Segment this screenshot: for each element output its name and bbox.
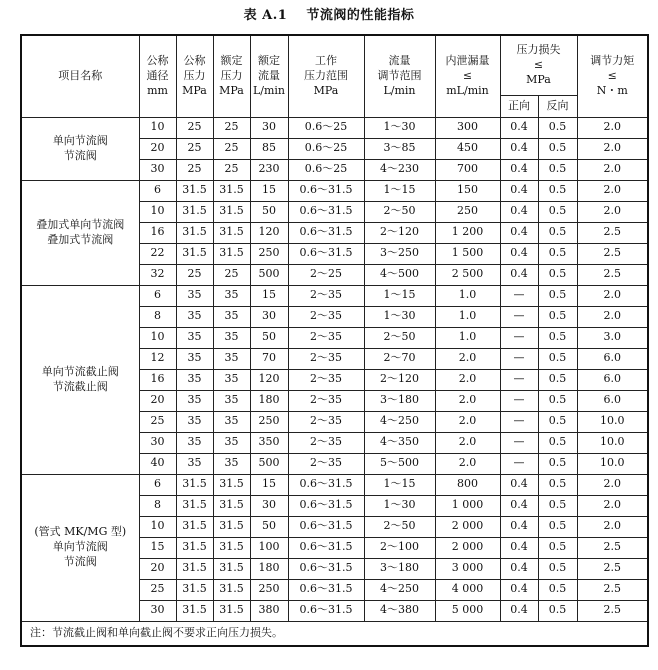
cell-adjust-torque: 6.0 xyxy=(577,390,648,411)
cell-internal-leakage: 250 xyxy=(435,201,500,222)
cell-rated-pressure: 35 xyxy=(213,390,250,411)
cell-rated-flow: 180 xyxy=(250,390,288,411)
cell-adjust-torque: 2.0 xyxy=(577,495,648,516)
cell-internal-leakage: 1 200 xyxy=(435,222,500,243)
cell-working-pressure-range: 2～35 xyxy=(288,432,364,453)
cell-nominal-pressure: 31.5 xyxy=(176,537,213,558)
cell-pressure-loss-forward: 0.4 xyxy=(500,159,538,180)
cell-rated-flow: 15 xyxy=(250,285,288,306)
cell-nominal-diameter: 12 xyxy=(139,348,176,369)
cell-pressure-loss-forward: 0.4 xyxy=(500,222,538,243)
cell-working-pressure-range: 2～35 xyxy=(288,411,364,432)
cell-flow-adjust-range: 3～250 xyxy=(364,243,435,264)
item-name-cell xyxy=(21,474,139,621)
cell-working-pressure-range: 0.6～25 xyxy=(288,159,364,180)
cell-internal-leakage: 2.0 xyxy=(435,411,500,432)
cell-internal-leakage: 2 000 xyxy=(435,537,500,558)
cell-adjust-torque: 2.5 xyxy=(577,600,648,621)
cell-nominal-diameter: 15 xyxy=(139,537,176,558)
cell-adjust-torque: 2.5 xyxy=(577,243,648,264)
cell-working-pressure-range: 0.6～31.5 xyxy=(288,516,364,537)
cell-pressure-loss-reverse: 0.5 xyxy=(538,201,577,222)
cell-internal-leakage: 300 xyxy=(435,117,500,138)
cell-rated-flow: 500 xyxy=(250,264,288,285)
cell-nominal-pressure: 35 xyxy=(176,432,213,453)
cell-nominal-diameter: 10 xyxy=(139,201,176,222)
cell-internal-leakage: 1.0 xyxy=(435,327,500,348)
cell-internal-leakage: 2.0 xyxy=(435,369,500,390)
cell-flow-adjust-range: 2～50 xyxy=(364,201,435,222)
cell-pressure-loss-reverse: 0.5 xyxy=(538,474,577,495)
cell-nominal-diameter: 6 xyxy=(139,180,176,201)
item-name-line: 节流截止阀 xyxy=(52,379,108,393)
cell-rated-flow: 380 xyxy=(250,600,288,621)
cell-flow-adjust-range: 3～85 xyxy=(364,138,435,159)
item-name-cell xyxy=(21,180,139,285)
cell-adjust-torque: 2.0 xyxy=(577,159,648,180)
cell-rated-flow: 250 xyxy=(250,411,288,432)
cell-pressure-loss-reverse: 0.5 xyxy=(538,348,577,369)
cell-flow-adjust-range: 2～70 xyxy=(364,348,435,369)
cell-nominal-diameter: 16 xyxy=(139,369,176,390)
cell-working-pressure-range: 2～35 xyxy=(288,327,364,348)
cell-rated-pressure: 31.5 xyxy=(213,495,250,516)
cell-internal-leakage: 700 xyxy=(435,159,500,180)
cell-nominal-pressure: 31.5 xyxy=(176,201,213,222)
cell-working-pressure-range: 0.6～31.5 xyxy=(288,558,364,579)
cell-pressure-loss-reverse: 0.5 xyxy=(538,243,577,264)
cell-rated-flow: 250 xyxy=(250,579,288,600)
cell-pressure-loss-forward: — xyxy=(500,348,538,369)
cell-adjust-torque: 10.0 xyxy=(577,453,648,474)
cell-pressure-loss-forward: 0.4 xyxy=(500,474,538,495)
cell-rated-pressure: 31.5 xyxy=(213,222,250,243)
cell-rated-flow: 50 xyxy=(250,516,288,537)
cell-rated-flow: 350 xyxy=(250,432,288,453)
item-name-line: 叠加式节流阀 xyxy=(47,232,114,246)
header-internal-leakage: 内泄漏量 ≤ mL/min xyxy=(435,35,500,117)
cell-nominal-pressure: 35 xyxy=(176,411,213,432)
cell-nominal-diameter: 30 xyxy=(139,600,176,621)
cell-pressure-loss-forward: — xyxy=(500,453,538,474)
cell-rated-pressure: 35 xyxy=(213,369,250,390)
cell-nominal-pressure: 35 xyxy=(176,390,213,411)
cell-nominal-pressure: 25 xyxy=(176,159,213,180)
cell-pressure-loss-forward: 0.4 xyxy=(500,537,538,558)
cell-rated-flow: 180 xyxy=(250,558,288,579)
cell-rated-pressure: 25 xyxy=(213,138,250,159)
cell-adjust-torque: 2.5 xyxy=(577,264,648,285)
cell-rated-pressure: 35 xyxy=(213,285,250,306)
cell-rated-flow: 230 xyxy=(250,159,288,180)
cell-nominal-pressure: 31.5 xyxy=(176,579,213,600)
cell-rated-flow: 15 xyxy=(250,474,288,495)
cell-working-pressure-range: 2～25 xyxy=(288,264,364,285)
header-rated-flow: 额定 流量 L/min xyxy=(250,35,288,117)
cell-nominal-diameter: 20 xyxy=(139,138,176,159)
cell-internal-leakage: 3 000 xyxy=(435,558,500,579)
cell-pressure-loss-reverse: 0.5 xyxy=(538,558,577,579)
cell-rated-flow: 85 xyxy=(250,138,288,159)
cell-nominal-diameter: 20 xyxy=(139,390,176,411)
cell-pressure-loss-forward: — xyxy=(500,390,538,411)
cell-pressure-loss-reverse: 0.5 xyxy=(538,516,577,537)
header-pressure-loss-reverse: 反向 xyxy=(538,95,577,117)
cell-flow-adjust-range: 2～120 xyxy=(364,222,435,243)
cell-flow-adjust-range: 3～180 xyxy=(364,390,435,411)
cell-working-pressure-range: 0.6～31.5 xyxy=(288,600,364,621)
cell-flow-adjust-range: 1～30 xyxy=(364,117,435,138)
cell-working-pressure-range: 2～35 xyxy=(288,348,364,369)
cell-pressure-loss-forward: — xyxy=(500,306,538,327)
cell-adjust-torque: 10.0 xyxy=(577,411,648,432)
cell-rated-pressure: 35 xyxy=(213,453,250,474)
cell-nominal-diameter: 30 xyxy=(139,432,176,453)
cell-pressure-loss-reverse: 0.5 xyxy=(538,600,577,621)
cell-rated-pressure: 31.5 xyxy=(213,600,250,621)
cell-internal-leakage: 1 000 xyxy=(435,495,500,516)
cell-pressure-loss-forward: — xyxy=(500,327,538,348)
cell-flow-adjust-range: 1～15 xyxy=(364,285,435,306)
cell-rated-pressure: 35 xyxy=(213,348,250,369)
cell-flow-adjust-range: 5～500 xyxy=(364,453,435,474)
cell-adjust-torque: 2.5 xyxy=(577,579,648,600)
cell-rated-flow: 120 xyxy=(250,222,288,243)
cell-internal-leakage: 4 000 xyxy=(435,579,500,600)
table-caption xyxy=(0,4,658,23)
cell-nominal-pressure: 35 xyxy=(176,306,213,327)
spec-table-body xyxy=(21,117,648,621)
cell-adjust-torque: 2.0 xyxy=(577,474,648,495)
cell-nominal-pressure: 35 xyxy=(176,285,213,306)
cell-rated-flow: 250 xyxy=(250,243,288,264)
cell-pressure-loss-reverse: 0.5 xyxy=(538,138,577,159)
cell-working-pressure-range: 2～35 xyxy=(288,285,364,306)
cell-internal-leakage: 2 500 xyxy=(435,264,500,285)
cell-adjust-torque: 6.0 xyxy=(577,348,648,369)
cell-adjust-torque: 2.5 xyxy=(577,537,648,558)
cell-internal-leakage: 2 000 xyxy=(435,516,500,537)
cell-rated-flow: 30 xyxy=(250,306,288,327)
cell-flow-adjust-range: 2～50 xyxy=(364,516,435,537)
cell-rated-flow: 30 xyxy=(250,495,288,516)
cell-flow-adjust-range: 4～380 xyxy=(364,600,435,621)
cell-adjust-torque: 2.5 xyxy=(577,222,648,243)
cell-internal-leakage: 2.0 xyxy=(435,453,500,474)
cell-nominal-diameter: 22 xyxy=(139,243,176,264)
cell-pressure-loss-forward: — xyxy=(500,432,538,453)
cell-pressure-loss-reverse: 0.5 xyxy=(538,495,577,516)
header-pressure-loss: 压力损失 ≤ MPa xyxy=(500,35,577,95)
cell-pressure-loss-reverse: 0.5 xyxy=(538,390,577,411)
cell-adjust-torque: 2.0 xyxy=(577,516,648,537)
cell-nominal-pressure: 31.5 xyxy=(176,495,213,516)
cell-rated-flow: 30 xyxy=(250,117,288,138)
cell-pressure-loss-reverse: 0.5 xyxy=(538,159,577,180)
cell-nominal-diameter: 8 xyxy=(139,495,176,516)
cell-nominal-diameter: 6 xyxy=(139,474,176,495)
cell-working-pressure-range: 0.6～31.5 xyxy=(288,537,364,558)
cell-working-pressure-range: 0.6～31.5 xyxy=(288,579,364,600)
cell-adjust-torque: 2.0 xyxy=(577,201,648,222)
header-item-name: 项目名称 xyxy=(21,35,139,117)
cell-pressure-loss-reverse: 0.5 xyxy=(538,453,577,474)
cell-pressure-loss-forward: 0.4 xyxy=(500,495,538,516)
table-note: 注：节流截止阀和单向截止阀不要求正向压力损失。 xyxy=(21,621,648,646)
cell-rated-pressure: 25 xyxy=(213,264,250,285)
cell-nominal-pressure: 31.5 xyxy=(176,558,213,579)
cell-pressure-loss-reverse: 0.5 xyxy=(538,432,577,453)
header-working-pressure-range: 工作 压力范围 MPa xyxy=(288,35,364,117)
cell-pressure-loss-forward: — xyxy=(500,411,538,432)
cell-rated-pressure: 31.5 xyxy=(213,243,250,264)
cell-internal-leakage: 5 000 xyxy=(435,600,500,621)
cell-adjust-torque: 2.0 xyxy=(577,180,648,201)
cell-rated-flow: 50 xyxy=(250,201,288,222)
cell-adjust-torque: 2.0 xyxy=(577,117,648,138)
cell-pressure-loss-reverse: 0.5 xyxy=(538,537,577,558)
cell-pressure-loss-forward: 0.4 xyxy=(500,201,538,222)
cell-nominal-diameter: 30 xyxy=(139,159,176,180)
cell-rated-pressure: 31.5 xyxy=(213,516,250,537)
cell-nominal-diameter: 25 xyxy=(139,411,176,432)
cell-adjust-torque: 2.0 xyxy=(577,285,648,306)
cell-nominal-diameter: 25 xyxy=(139,579,176,600)
cell-nominal-pressure: 35 xyxy=(176,327,213,348)
header-nominal-pressure: 公称 压力 MPa xyxy=(176,35,213,117)
item-name-cell xyxy=(21,285,139,474)
cell-nominal-pressure: 31.5 xyxy=(176,600,213,621)
item-name-line: 节流阀 xyxy=(63,554,97,568)
table-number: 表 A.1 xyxy=(243,8,288,23)
cell-rated-flow: 500 xyxy=(250,453,288,474)
cell-nominal-pressure: 35 xyxy=(176,453,213,474)
cell-adjust-torque: 10.0 xyxy=(577,432,648,453)
cell-rated-pressure: 31.5 xyxy=(213,558,250,579)
cell-pressure-loss-reverse: 0.5 xyxy=(538,117,577,138)
cell-working-pressure-range: 0.6～31.5 xyxy=(288,243,364,264)
cell-nominal-diameter: 16 xyxy=(139,222,176,243)
cell-internal-leakage: 1.0 xyxy=(435,306,500,327)
item-name-line: 单向节流阀 xyxy=(52,540,108,554)
cell-pressure-loss-reverse: 0.5 xyxy=(538,579,577,600)
cell-pressure-loss-reverse: 0.5 xyxy=(538,180,577,201)
cell-working-pressure-range: 0.6～31.5 xyxy=(288,474,364,495)
cell-rated-pressure: 35 xyxy=(213,432,250,453)
header-pressure-loss-forward: 正向 xyxy=(500,95,538,117)
item-name-line: (管式 MK/MG 型) xyxy=(34,525,127,539)
cell-nominal-diameter: 32 xyxy=(139,264,176,285)
cell-working-pressure-range: 0.6～31.5 xyxy=(288,495,364,516)
cell-flow-adjust-range: 1～30 xyxy=(364,306,435,327)
cell-working-pressure-range: 2～35 xyxy=(288,453,364,474)
cell-flow-adjust-range: 4～250 xyxy=(364,411,435,432)
cell-adjust-torque: 6.0 xyxy=(577,369,648,390)
cell-internal-leakage: 2.0 xyxy=(435,348,500,369)
cell-working-pressure-range: 0.6～25 xyxy=(288,138,364,159)
cell-rated-flow: 70 xyxy=(250,348,288,369)
cell-internal-leakage: 800 xyxy=(435,474,500,495)
cell-pressure-loss-reverse: 0.5 xyxy=(538,327,577,348)
cell-rated-pressure: 25 xyxy=(213,159,250,180)
cell-internal-leakage: 2.0 xyxy=(435,390,500,411)
table-title: 节流阀的性能指标 xyxy=(306,8,415,23)
cell-pressure-loss-forward: 0.4 xyxy=(500,600,538,621)
cell-pressure-loss-forward: 0.4 xyxy=(500,180,538,201)
cell-pressure-loss-reverse: 0.5 xyxy=(538,306,577,327)
cell-pressure-loss-reverse: 0.5 xyxy=(538,411,577,432)
cell-rated-pressure: 35 xyxy=(213,306,250,327)
cell-pressure-loss-forward: 0.4 xyxy=(500,516,538,537)
cell-flow-adjust-range: 2～50 xyxy=(364,327,435,348)
cell-pressure-loss-reverse: 0.5 xyxy=(538,285,577,306)
cell-nominal-pressure: 31.5 xyxy=(176,180,213,201)
cell-pressure-loss-forward: 0.4 xyxy=(500,138,538,159)
cell-nominal-diameter: 6 xyxy=(139,285,176,306)
cell-nominal-diameter: 20 xyxy=(139,558,176,579)
cell-rated-pressure: 31.5 xyxy=(213,201,250,222)
cell-rated-flow: 120 xyxy=(250,369,288,390)
header-nominal-diameter: 公称 通径 mm xyxy=(139,35,176,117)
cell-flow-adjust-range: 1～30 xyxy=(364,495,435,516)
table-row xyxy=(21,474,648,495)
cell-working-pressure-range: 0.6～25 xyxy=(288,117,364,138)
table-row xyxy=(21,180,648,201)
cell-working-pressure-range: 0.6～31.5 xyxy=(288,222,364,243)
item-name-line: 叠加式单向节流阀 xyxy=(36,217,125,231)
cell-nominal-diameter: 8 xyxy=(139,306,176,327)
cell-pressure-loss-forward: 0.4 xyxy=(500,558,538,579)
cell-adjust-torque: 3.0 xyxy=(577,327,648,348)
cell-rated-flow: 50 xyxy=(250,327,288,348)
item-name-line: 单向节流阀 xyxy=(52,133,108,147)
item-name-line: 节流阀 xyxy=(63,148,97,162)
cell-nominal-diameter: 40 xyxy=(139,453,176,474)
cell-rated-pressure: 31.5 xyxy=(213,474,250,495)
cell-working-pressure-range: 2～35 xyxy=(288,306,364,327)
cell-working-pressure-range: 2～35 xyxy=(288,390,364,411)
cell-internal-leakage: 1.0 xyxy=(435,285,500,306)
cell-nominal-pressure: 25 xyxy=(176,117,213,138)
spec-table xyxy=(20,34,649,647)
cell-working-pressure-range: 2～35 xyxy=(288,369,364,390)
cell-flow-adjust-range: 4～230 xyxy=(364,159,435,180)
header-adjust-torque: 调节力矩 ≤ N・m xyxy=(577,35,648,117)
table-row xyxy=(21,285,648,306)
header-rated-pressure: 额定 压力 MPa xyxy=(213,35,250,117)
cell-rated-flow: 15 xyxy=(250,180,288,201)
cell-rated-pressure: 35 xyxy=(213,411,250,432)
item-name-line: 单向节流截止阀 xyxy=(41,364,119,378)
cell-rated-pressure: 31.5 xyxy=(213,537,250,558)
cell-pressure-loss-forward: 0.4 xyxy=(500,117,538,138)
cell-nominal-pressure: 35 xyxy=(176,369,213,390)
cell-rated-pressure: 31.5 xyxy=(213,180,250,201)
cell-adjust-torque: 2.0 xyxy=(577,306,648,327)
cell-flow-adjust-range: 4～350 xyxy=(364,432,435,453)
cell-flow-adjust-range: 4～500 xyxy=(364,264,435,285)
cell-nominal-pressure: 31.5 xyxy=(176,243,213,264)
cell-nominal-pressure: 31.5 xyxy=(176,474,213,495)
cell-rated-pressure: 25 xyxy=(213,117,250,138)
cell-flow-adjust-range: 3～180 xyxy=(364,558,435,579)
cell-pressure-loss-forward: — xyxy=(500,285,538,306)
cell-flow-adjust-range: 1～15 xyxy=(364,474,435,495)
cell-rated-pressure: 35 xyxy=(213,327,250,348)
cell-internal-leakage: 1 500 xyxy=(435,243,500,264)
cell-nominal-pressure: 31.5 xyxy=(176,516,213,537)
cell-working-pressure-range: 0.6～31.5 xyxy=(288,180,364,201)
cell-pressure-loss-reverse: 0.5 xyxy=(538,264,577,285)
cell-pressure-loss-reverse: 0.5 xyxy=(538,369,577,390)
cell-pressure-loss-reverse: 0.5 xyxy=(538,222,577,243)
cell-pressure-loss-forward: — xyxy=(500,369,538,390)
header-flow-adjust-range: 流量 调节范围 L/min xyxy=(364,35,435,117)
cell-nominal-diameter: 10 xyxy=(139,327,176,348)
cell-internal-leakage: 450 xyxy=(435,138,500,159)
cell-adjust-torque: 2.5 xyxy=(577,558,648,579)
cell-rated-flow: 100 xyxy=(250,537,288,558)
cell-pressure-loss-forward: 0.4 xyxy=(500,264,538,285)
cell-pressure-loss-forward: 0.4 xyxy=(500,579,538,600)
cell-internal-leakage: 2.0 xyxy=(435,432,500,453)
cell-nominal-diameter: 10 xyxy=(139,117,176,138)
cell-rated-pressure: 31.5 xyxy=(213,579,250,600)
cell-nominal-pressure: 35 xyxy=(176,348,213,369)
cell-flow-adjust-range: 2～120 xyxy=(364,369,435,390)
cell-internal-leakage: 150 xyxy=(435,180,500,201)
cell-nominal-pressure: 25 xyxy=(176,264,213,285)
cell-nominal-pressure: 31.5 xyxy=(176,222,213,243)
cell-flow-adjust-range: 4～250 xyxy=(364,579,435,600)
cell-adjust-torque: 2.0 xyxy=(577,138,648,159)
cell-pressure-loss-forward: 0.4 xyxy=(500,243,538,264)
cell-nominal-diameter: 10 xyxy=(139,516,176,537)
cell-nominal-pressure: 25 xyxy=(176,138,213,159)
cell-flow-adjust-range: 1～15 xyxy=(364,180,435,201)
cell-working-pressure-range: 0.6～31.5 xyxy=(288,201,364,222)
table-row xyxy=(21,117,648,138)
item-name-cell xyxy=(21,117,139,180)
cell-flow-adjust-range: 2～100 xyxy=(364,537,435,558)
